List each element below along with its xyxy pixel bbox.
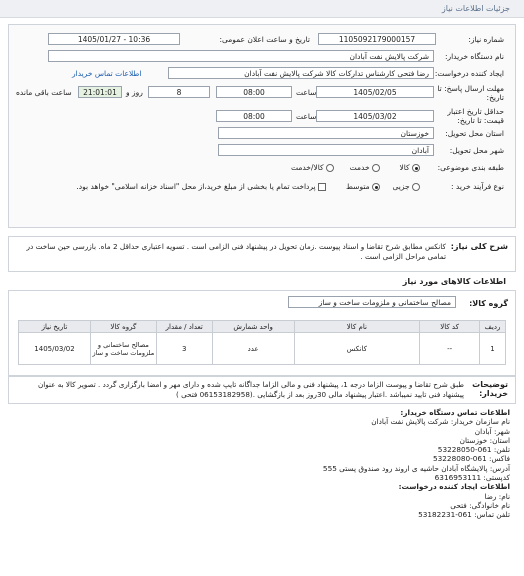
page-title: جزئیات اطلاعات نیاز xyxy=(441,4,510,13)
cell-group: مصالح ساختمانی و ملزومات ساخت و ساز xyxy=(90,333,156,365)
column-header: واحد شمارش xyxy=(212,321,294,333)
creator-contact-header: اطلاعات ایجاد کننده درخواست: xyxy=(398,482,510,492)
payment-treasury-checkbox[interactable] xyxy=(76,182,326,191)
creator-first-name-line: نام: رضا xyxy=(484,491,510,501)
creator-phone-line: تلفن تماس: 061-53182231 xyxy=(418,510,510,520)
fax-line: فاکس: 061-53228080 xyxy=(433,454,510,464)
address-line: آدرس: پالایشگاه آبادان حاشیه ی اروند رود صندوق پستی 555 xyxy=(322,463,510,473)
reply-deadline-label: مهلت ارسال پاسخ: تا تاریخ: xyxy=(437,84,504,102)
cell-qty: 3 xyxy=(156,333,212,365)
province-line: استان: خوزستان xyxy=(459,435,510,445)
goods-group-field: مصالح ساختمانی و ملزومات ساخت و ساز xyxy=(288,296,456,308)
buyer-org-field: شرکت پالایش نفت آبادان xyxy=(48,50,434,62)
radio-icon[interactable] xyxy=(326,164,334,172)
days-label: روز و xyxy=(126,88,143,97)
column-header: گروه کالا xyxy=(90,321,156,333)
validity-label: حداقل تاریخ اعتبار قیمت: تا تاریخ: xyxy=(447,107,504,125)
validity-time-label: ساعت xyxy=(296,112,317,121)
announce-label: تاریخ و ساعت اعلان عمومی: xyxy=(219,35,310,44)
buyer-notes-text: طبق شرح تقاضا و پیوست الزاما درجه 1، پیشنهاد فنی و مالی الزاما جداگانه تایپ شده و دارای مهر و امضا بارگزاری گردد . تصویر کالا به عنوان پیشنهاد فنی تایید نمیباشد .اعتبار پیشنهاد مالی 30روز بعد از بازگشایی .(06153182958 فتحی ) xyxy=(38,380,464,399)
column-header: تعداد / مقدار xyxy=(156,321,212,333)
table-header-row xyxy=(19,321,506,333)
process-option-medium[interactable]: متوسط xyxy=(346,182,380,191)
phone-line: تلفن: 061-53228050 xyxy=(437,445,510,455)
province-field: خوزستان xyxy=(218,127,434,139)
goods-table xyxy=(18,320,506,365)
description-label: شرح کلی نیاز: xyxy=(450,242,508,251)
table-row[interactable] xyxy=(19,333,506,365)
checkbox-icon[interactable] xyxy=(318,183,326,191)
goods-group-label: گروه کالا: xyxy=(469,299,508,308)
reply-time-field: 08:00 xyxy=(216,86,292,98)
city-line: شهر: آبادان xyxy=(474,426,510,436)
process-option-minor[interactable]: جزیی xyxy=(392,182,420,191)
radio-selected-icon[interactable] xyxy=(412,164,420,172)
need-number-label: شماره نیاز: xyxy=(468,35,504,44)
buyer-contact-link[interactable]: اطلاعات تماس خریدار xyxy=(72,69,142,78)
org-name-line: نام سازمان خریدار: شرکت پالایش نفت آبادان xyxy=(371,417,510,427)
need-number-field: 1105092179000157 xyxy=(318,33,436,45)
buyer-notes-label: توضیحات خریدار: xyxy=(472,380,508,398)
remaining-time-field: 21:01:01 xyxy=(78,86,122,98)
validity-time-field: 08:00 xyxy=(216,110,292,122)
reply-time-label: ساعت xyxy=(296,88,317,97)
reply-date-field: 1405/02/05 xyxy=(316,86,434,98)
process-label: نوع فرآیند خرید : xyxy=(450,182,504,191)
column-header: کد کالا xyxy=(420,321,480,333)
goods-section-title: اطلاعات کالاهای مورد نیاز xyxy=(402,277,506,286)
city-field: آبادان xyxy=(218,144,434,156)
contact-info xyxy=(14,408,510,520)
days-field: 8 xyxy=(148,86,210,98)
cell-row: 1 xyxy=(480,333,506,365)
radio-icon[interactable] xyxy=(412,183,420,191)
category-option-goods-service[interactable]: کالا/خدمت xyxy=(291,163,334,172)
radio-selected-icon[interactable] xyxy=(372,183,380,191)
radio-icon[interactable] xyxy=(372,164,380,172)
column-header: ردیف xyxy=(480,321,506,333)
cell-unit: عدد xyxy=(212,333,294,365)
creator-last-name-line: نام خانوادگی: فتحی xyxy=(450,500,510,510)
org-contact-header: اطلاعات تماس دستگاه خریدار: xyxy=(400,408,510,417)
creator-field: رضا فتحی کارشناس تدارکات کالا شرکت پالایش نفت آبادان xyxy=(168,67,434,79)
category-label: طبقه بندی موضوعی: xyxy=(437,163,504,172)
city-label: شهر محل تحویل: xyxy=(449,146,504,155)
cell-date: 1405/03/02 xyxy=(19,333,91,365)
remaining-time-label: ساعت باقی مانده xyxy=(16,88,72,97)
category-option-service[interactable]: خدمت xyxy=(350,163,380,172)
province-label: استان محل تحویل: xyxy=(445,129,504,138)
announce-field: 1405/01/27 - 10:36 xyxy=(48,33,180,45)
column-header: نام کالا xyxy=(294,321,420,333)
validity-date-field: 1405/03/02 xyxy=(316,110,434,122)
column-header: تاریخ نیاز xyxy=(19,321,91,333)
page-header xyxy=(0,0,524,18)
description-text: کانکس مطابق شرح تقاضا و اسناد پیوست .زمان تحویل در پیشنهاد فنی الزامی است . تسویه اعتباری حداقل 2 ماه. بازرسی حین ساخت در تمامی مراحل الزامی است . xyxy=(26,242,446,261)
cell-code: -- xyxy=(420,333,480,365)
payment-treasury-note: پرداخت تمام یا بخشی از مبلغ خرید،از محل "اسناد خزانه اسلامی" خواهد بود. xyxy=(76,182,316,191)
postal-code-line: کدپستی: 6316953111 xyxy=(434,473,510,483)
buyer-org-label: نام دستگاه خریدار: xyxy=(444,52,504,61)
cell-name: کانکس xyxy=(294,333,420,365)
creator-label: ایجاد کننده درخواست: xyxy=(434,69,504,78)
category-option-goods[interactable]: کالا xyxy=(399,163,420,172)
